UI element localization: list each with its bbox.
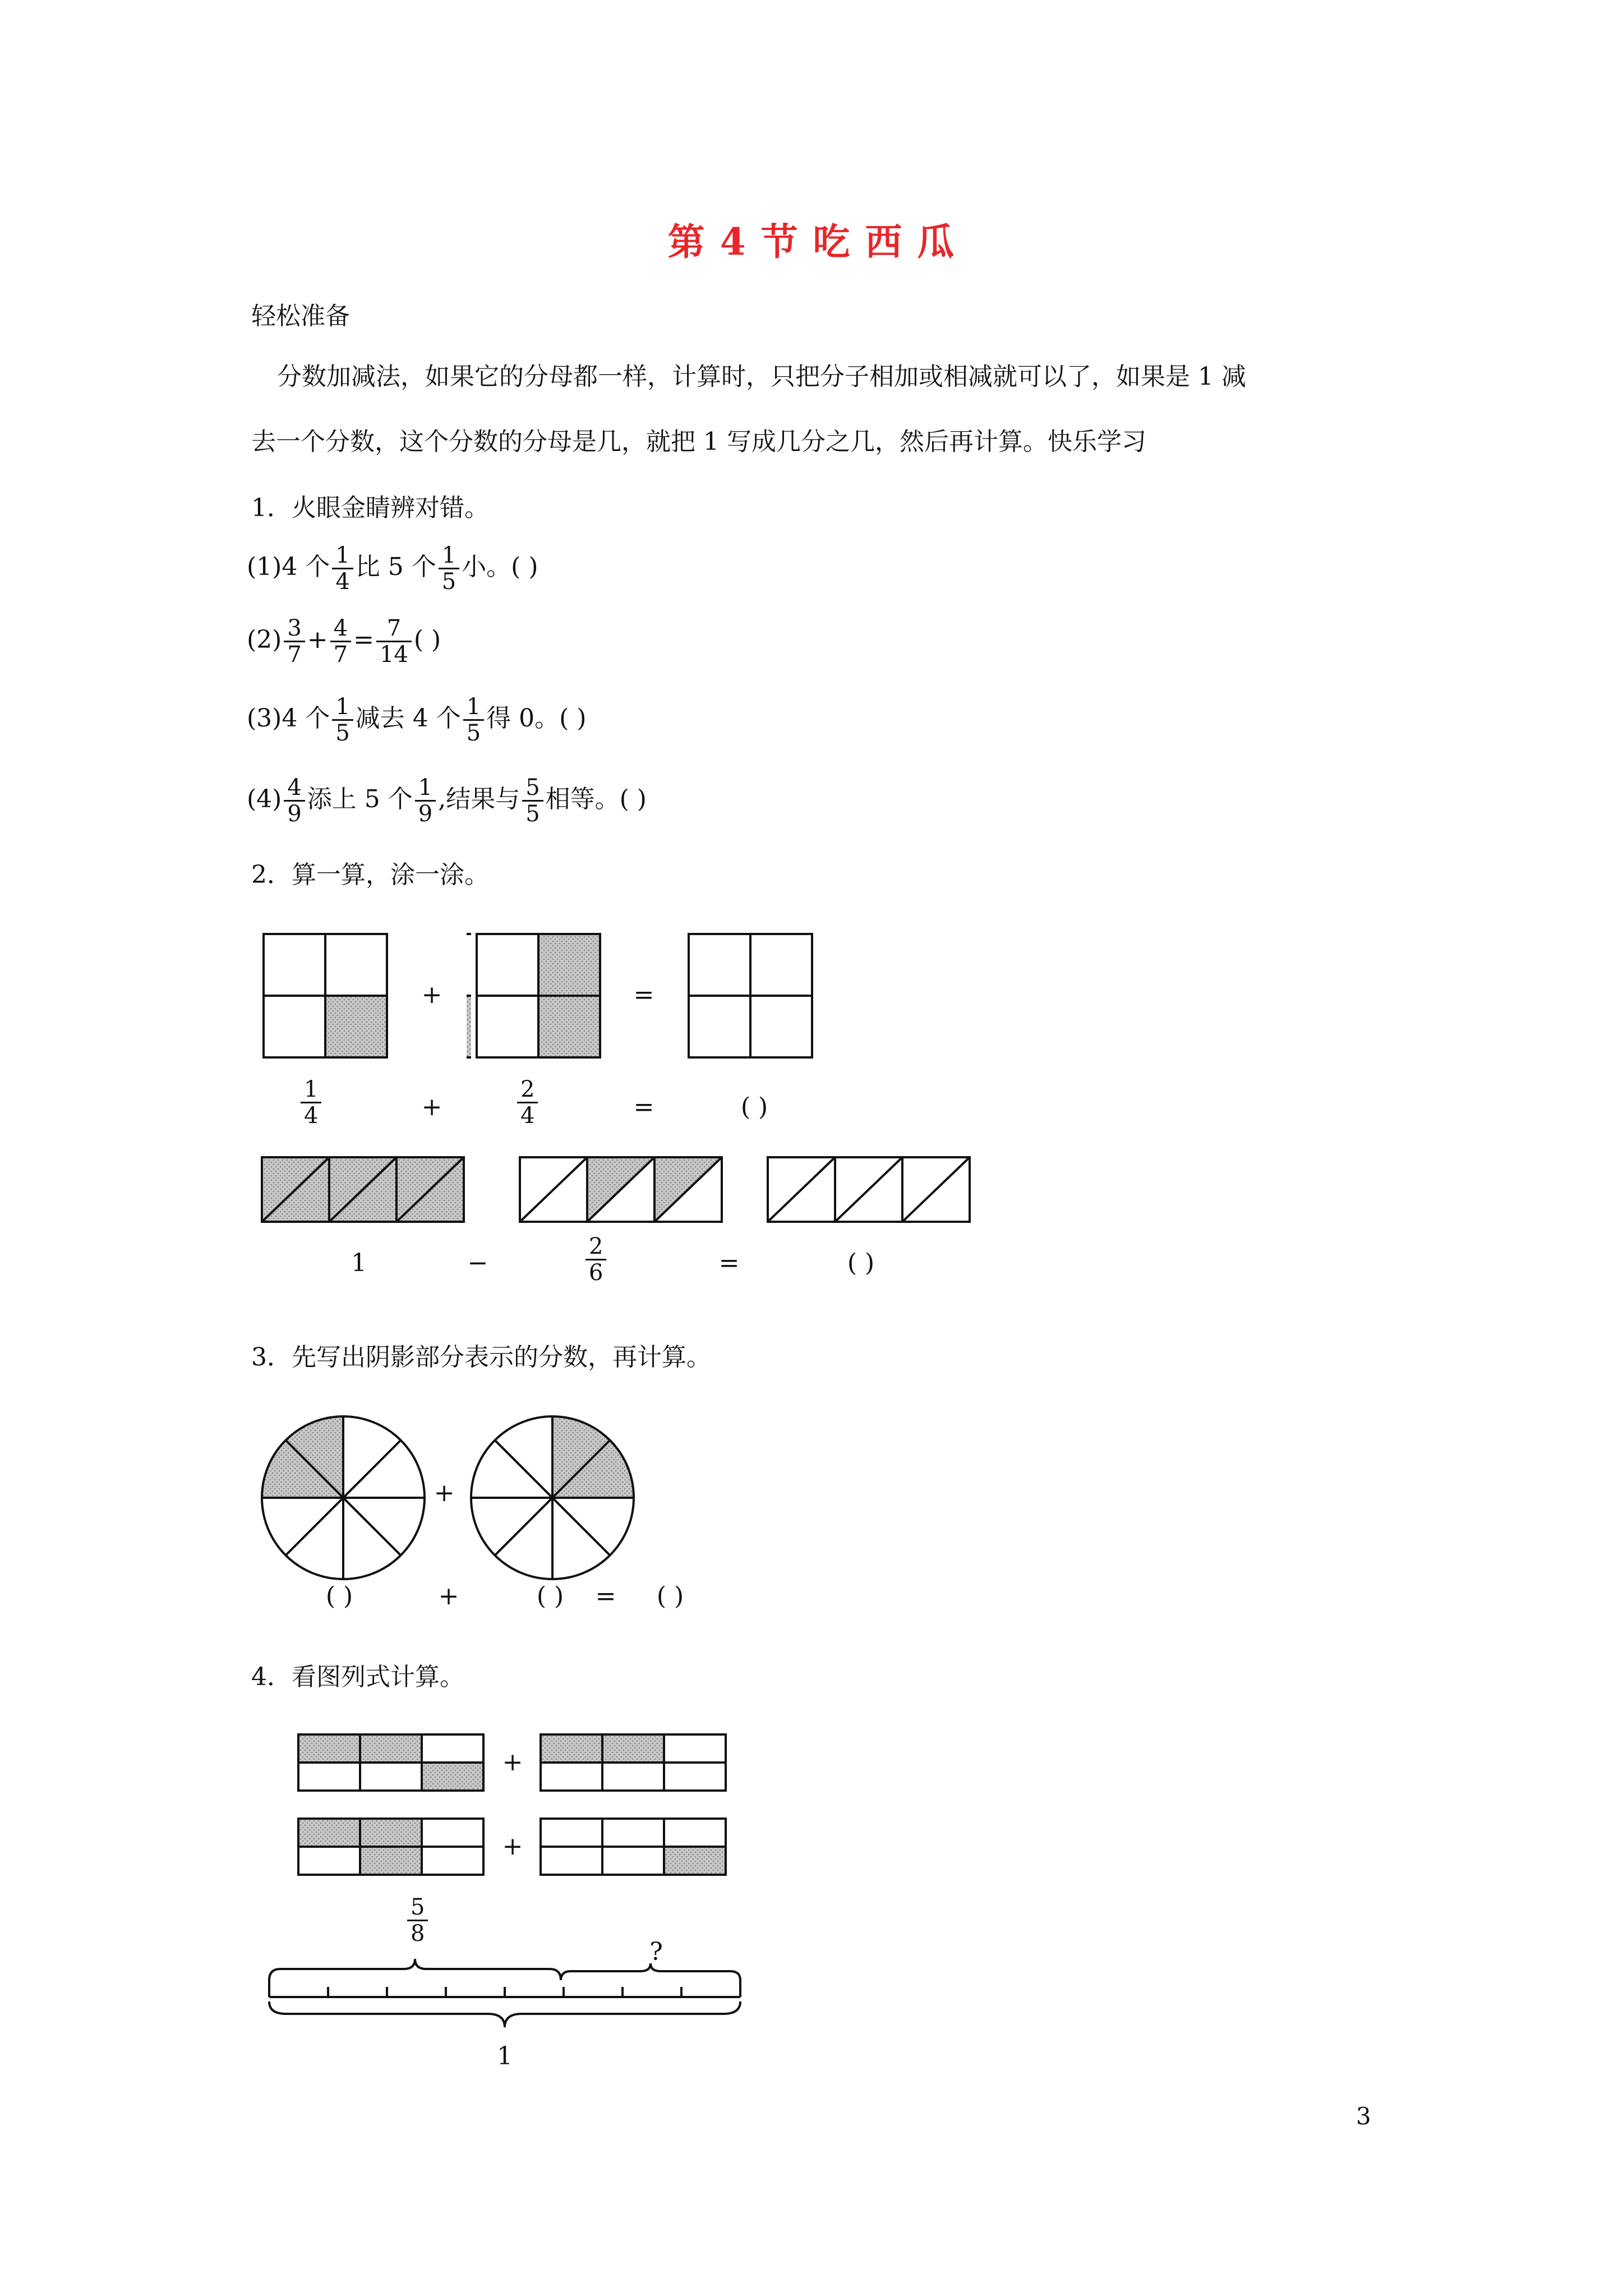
brace-five-eighths (269, 1959, 561, 1980)
q2-triangle-strips (259, 1154, 988, 1233)
equals-sign: = (718, 1249, 740, 1277)
fraction: $\frac{1}{5}$ (332, 694, 353, 746)
grid-tr (541, 1734, 726, 1791)
answer-blank[interactable]: ( ) (740, 1093, 768, 1121)
grid-br (541, 1819, 726, 1875)
q2-fraction-b: $\frac{2}{4}$ (515, 1077, 540, 1128)
q2-title: 2．算一算，涂一涂。 (251, 861, 489, 889)
q4-brace-fraction: $\frac{5}{8}$ (405, 1895, 430, 1946)
circle-2 (471, 1416, 634, 1579)
plus-sign: + (421, 1093, 442, 1121)
q1-item-4: (4) $\frac{4}{9}$ 添上 5 个 $\frac{1}{9}$ ,结果与 $\frac{5}{5}$ 相等。( ) (247, 775, 647, 827)
fraction: $\frac{3}{7}$ (284, 616, 305, 667)
intro-line-1: 分数加减法，如果它的分母都一样，计算时，只把分子相加或相减就可以了，如果是 1 减 (277, 362, 1246, 391)
equals-sign: = (633, 981, 654, 1009)
plus-sign: + (421, 981, 442, 1009)
equals-sign: = (633, 1093, 654, 1121)
brace-whole (269, 2001, 740, 2027)
answer-blank-a[interactable]: ( ) (325, 1582, 353, 1611)
q4-number-line (264, 1958, 757, 2042)
whole-label: 1 (497, 2042, 513, 2070)
strip-3 (768, 1157, 970, 1222)
circle-1 (262, 1416, 425, 1579)
fraction: $\frac{4}{7}$ (330, 616, 351, 667)
answer-blank-c[interactable]: ( ) (656, 1582, 684, 1611)
page-number: 3 (1356, 2102, 1371, 2130)
shaded-cell (325, 996, 387, 1057)
q1-item-3: (3)4 个 $\frac{1}{5}$ 减去 4 个 $\frac{1}{5}$ 得 0。( ) (247, 694, 587, 746)
grid-bl (298, 1819, 483, 1875)
fraction: $\frac{7}{14}$ (376, 616, 412, 667)
fraction: $\frac{1}{9}$ (415, 775, 436, 826)
section-heading: 轻松准备 (251, 302, 350, 330)
plus-sign: + (502, 1748, 523, 1777)
q1-item-2: (2) $\frac{3}{7}$ + $\frac{4}{7}$ = $\frac{7}{14}$ ( ) (247, 615, 441, 668)
fraction: $\frac{1}{5}$ (439, 543, 459, 594)
q2-grid-1 (258, 931, 482, 1066)
strip-1 (262, 1157, 464, 1222)
answer-blank-b[interactable]: ( ) (536, 1582, 564, 1611)
fraction: $\frac{1}{5}$ (463, 694, 484, 746)
q2-grid-2 (471, 931, 617, 1066)
answer-blank[interactable]: ( ) (847, 1249, 875, 1277)
intro-line-2: 去一个分数，这个分数的分母是几，就把 1 写成几分之几，然后再计算。快乐学习 (251, 427, 1146, 456)
q2-fraction-2-6: $\frac{2}{6}$ (583, 1234, 608, 1285)
plus-sign: + (434, 1479, 455, 1507)
equals-sign: = (595, 1582, 616, 1611)
page-title: 第 4 节 吃 西 瓜 (667, 220, 956, 264)
q4-title: 4．看图列式计算。 (251, 1663, 464, 1691)
plus-sign: + (502, 1832, 523, 1861)
plus-sign: + (438, 1582, 459, 1611)
q2-fraction-a: $\frac{1}{4}$ (298, 1077, 324, 1128)
brace-question (561, 1963, 740, 1980)
number-one: 1 (351, 1249, 367, 1277)
question-mark: ? (649, 1938, 663, 1966)
fraction: $\frac{4}{9}$ (284, 775, 305, 826)
fraction: $\frac{5}{5}$ (522, 775, 543, 826)
grid-tl (298, 1734, 483, 1791)
q1-title: 1．火眼金睛辨对错。 (251, 494, 489, 522)
strip-2 (520, 1157, 722, 1222)
q1-item-1: (1)4 个 $\frac{1}{4}$ 比 5 个 $\frac{1}{5}$ 小。( ) (247, 542, 538, 595)
q2-grid-3 (683, 931, 829, 1066)
minus-sign: − (467, 1249, 488, 1277)
q3-title: 3．先写出阴影部分表示的分数，再计算。 (251, 1343, 711, 1372)
fraction: $\frac{1}{4}$ (332, 543, 353, 594)
